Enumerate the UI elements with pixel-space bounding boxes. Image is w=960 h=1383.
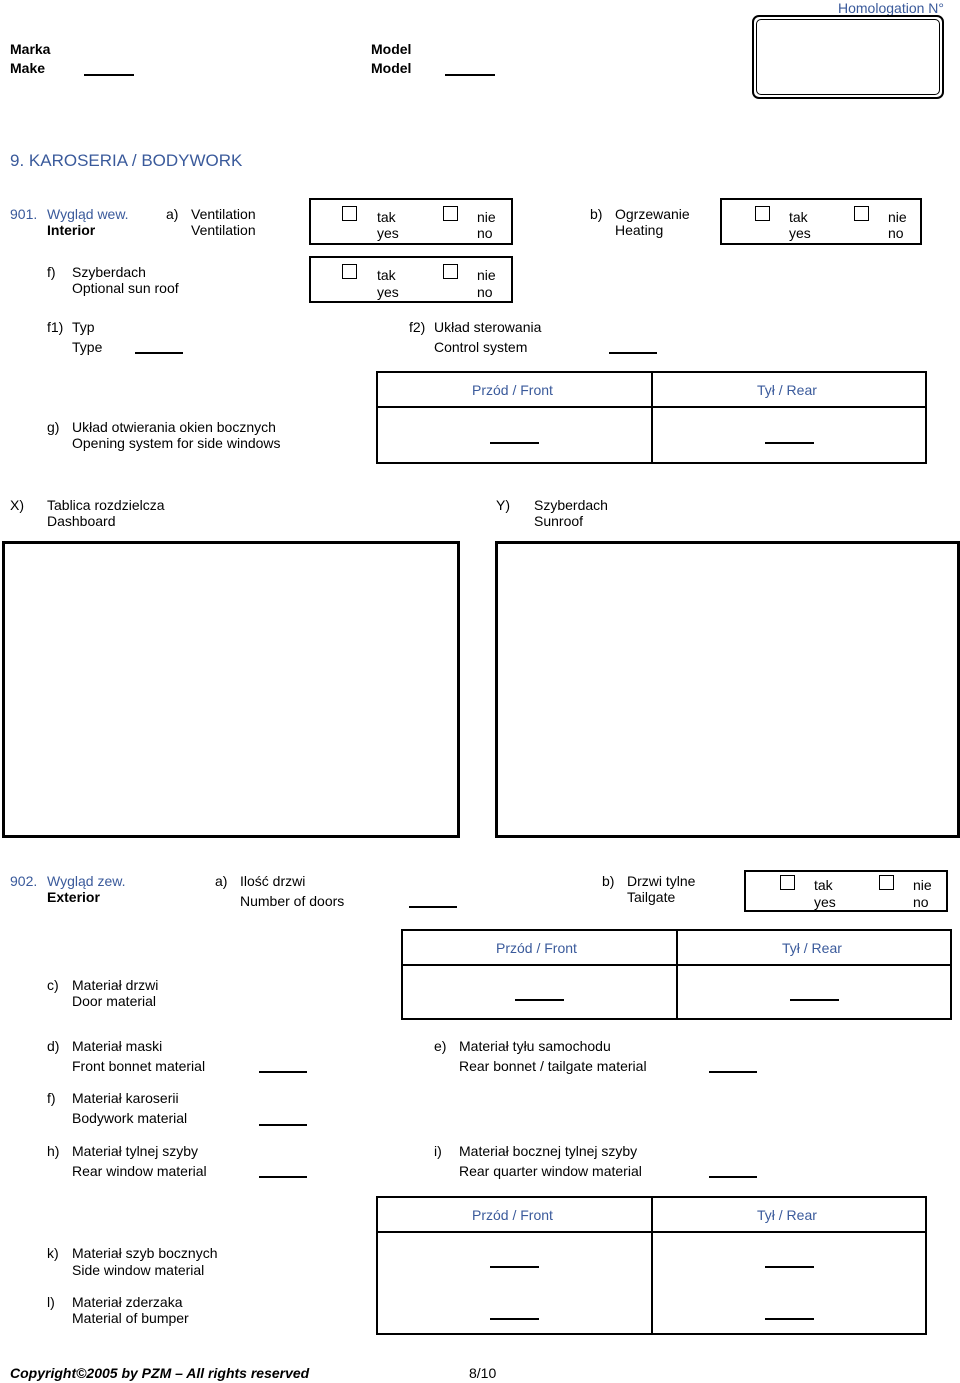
bodywork-material-field[interactable] [259,1124,307,1126]
make-label: Make [10,60,46,76]
s902-f-label-en: Bodywork material [72,1110,188,1126]
s901-title-pl: Wygląd wew. [47,206,129,222]
s901-a-letter: a) [166,206,179,222]
window-opening-table-divider [651,371,653,464]
ventilation-no: no [477,225,493,241]
s902-a-label-pl: Ilość drzwi [240,873,306,889]
window-opening-rear-field[interactable] [765,442,814,444]
number-of-doors-field[interactable] [409,906,457,908]
tailgate-tak: tak [814,877,833,893]
sunroof-tak: tak [377,267,396,283]
bumper-front-field[interactable] [490,1318,539,1320]
sunroof-nie: nie [477,267,496,283]
s901-f2-letter: f2) [409,319,426,335]
s901-y-letter: Y) [496,497,510,513]
s901-b-letter: b) [590,206,603,222]
s902-h-label-pl: Materiał tylnej szyby [72,1143,199,1159]
s902-d-letter: d) [47,1038,60,1054]
door-material-front-header: Przód / Front [496,940,577,956]
s901-a-label-pl: Ventilation [191,206,256,222]
bonnet-material-field[interactable] [259,1071,307,1073]
s901-x-letter: X) [10,497,24,513]
s902-b-letter: b) [602,873,615,889]
s902-l-label-en: Material of bumper [72,1310,189,1326]
tailgate-nie: nie [913,877,932,893]
tailgate-material-field[interactable] [709,1071,757,1073]
s902-d-label-pl: Materiał maski [72,1038,163,1054]
ventilation-no-checkbox[interactable] [443,206,458,221]
window-bumper-rear-header: Tył / Rear [757,1207,817,1223]
s901-b-label-pl: Ogrzewanie [615,206,690,222]
s901-f2-label-en: Control system [434,339,528,355]
model-field[interactable] [445,74,495,76]
make-field[interactable] [84,74,134,76]
window-bumper-front-header: Przód / Front [472,1207,553,1223]
bumper-rear-field[interactable] [765,1318,814,1320]
s901-a-label-en: Ventilation [191,222,256,238]
s901-f1-label-en: Type [72,339,103,355]
s901-number: 901. [10,206,38,222]
window-bumper-table-divider [651,1196,653,1335]
s902-c-label-en: Door material [72,993,157,1009]
page-number: 8/10 [469,1365,497,1381]
s901-f2-label-pl: Układ sterowania [434,319,542,335]
ventilation-yes-checkbox[interactable] [342,206,357,221]
ventilation-nie: nie [477,209,496,225]
tailgate-yes: yes [814,894,836,910]
s901-f-letter: f) [47,264,56,280]
heating-no: no [888,225,904,241]
s902-k-label-en: Side window material [72,1262,205,1278]
sunroof-no-checkbox[interactable] [443,264,458,279]
s902-e-label-en: Rear bonnet / tailgate material [459,1058,647,1074]
s901-title-en: Interior [47,222,96,238]
section-title: 9. KAROSERIA / BODYWORK [10,151,243,170]
door-material-rear-field[interactable] [790,999,839,1001]
quarter-window-material-field[interactable] [709,1176,757,1178]
s902-f-letter: f) [47,1090,56,1106]
heating-no-checkbox[interactable] [854,206,869,221]
s902-i-label-pl: Materiał bocznej tylnej szyby [459,1143,638,1159]
heating-yes: yes [789,225,811,241]
door-material-table-header-line [401,964,952,966]
door-material-rear-header: Tył / Rear [782,940,842,956]
window-opening-table-header-line [376,406,927,408]
tailgate-no-checkbox[interactable] [879,875,894,890]
heating-tak: tak [789,209,808,225]
s901-g-letter: g) [47,419,60,435]
s902-c-letter: c) [47,977,59,993]
heating-nie: nie [888,209,907,225]
s902-f-label-pl: Materiał karoserii [72,1090,179,1106]
s902-number: 902. [10,873,38,889]
s901-x-label-en: Dashboard [47,513,116,529]
s902-e-label-pl: Materiał tyłu samochodu [459,1038,611,1054]
s901-f1-label-pl: Typ [72,319,95,335]
sunroof-type-field[interactable] [135,352,183,354]
ventilation-tak: tak [377,209,396,225]
sunroof-yes-checkbox[interactable] [342,264,357,279]
sunroof-control-field[interactable] [609,352,657,354]
side-window-rear-field[interactable] [765,1266,814,1268]
homologation-label: Homologation N° [838,0,944,16]
s901-y-label-en: Sunroof [534,513,584,529]
sunroof-no: no [477,284,493,300]
s902-h-letter: h) [47,1143,60,1159]
s902-i-letter: i) [434,1143,442,1159]
s902-title-pl: Wygląd zew. [47,873,126,889]
model-label-pl: Model [371,41,412,57]
window-opening-front-field[interactable] [490,442,539,444]
s902-l-label-pl: Materiał zderzaka [72,1294,183,1310]
door-material-table-divider [676,929,678,1020]
window-opening-rear-header: Tył / Rear [757,382,817,398]
sunroof-photo-box[interactable] [495,541,960,838]
s901-f-label-en: Optional sun roof [72,280,179,296]
s902-l-letter: l) [47,1294,55,1310]
s902-e-letter: e) [434,1038,447,1054]
tailgate-yes-checkbox[interactable] [780,875,795,890]
tailgate-no: no [913,894,929,910]
s902-d-label-en: Front bonnet material [72,1058,206,1074]
s902-b-label-pl: Drzwi tylne [627,873,696,889]
marka-label: Marka [10,41,51,57]
s901-g-label-en: Opening system for side windows [72,435,281,451]
s902-title-en: Exterior [47,889,100,905]
copyright-notice: Copyright©2005 by PZM – All rights reserved [10,1365,310,1381]
s901-y-label-pl: Szyberdach [534,497,608,513]
s902-h-label-en: Rear window material [72,1163,207,1179]
s901-x-label-pl: Tablica rozdzielcza [47,497,165,513]
s902-k-letter: k) [47,1245,59,1261]
s902-c-label-pl: Materiał drzwi [72,977,159,993]
window-bumper-table-header-line [376,1231,927,1233]
s902-k-label-pl: Materiał szyb bocznych [72,1245,218,1261]
s902-b-label-en: Tailgate [627,889,676,905]
s902-a-letter: a) [215,873,228,889]
side-window-front-field[interactable] [490,1266,539,1268]
rear-window-material-field[interactable] [259,1176,307,1178]
s901-f-label-pl: Szyberdach [72,264,146,280]
window-opening-front-header: Przód / Front [472,382,553,398]
heating-yes-checkbox[interactable] [755,206,770,221]
door-material-front-field[interactable] [515,999,564,1001]
s901-b-label-en: Heating [615,222,664,238]
sunroof-yes: yes [377,284,399,300]
model-label-en: Model [371,60,412,76]
homologation-number-box-inner [756,19,940,95]
dashboard-photo-box[interactable] [2,541,460,838]
s901-g-label-pl: Układ otwierania okien bocznych [72,419,276,435]
ventilation-yes: yes [377,225,399,241]
s901-f1-letter: f1) [47,319,64,335]
s902-i-label-en: Rear quarter window material [459,1163,642,1179]
s902-a-label-en: Number of doors [240,893,345,909]
